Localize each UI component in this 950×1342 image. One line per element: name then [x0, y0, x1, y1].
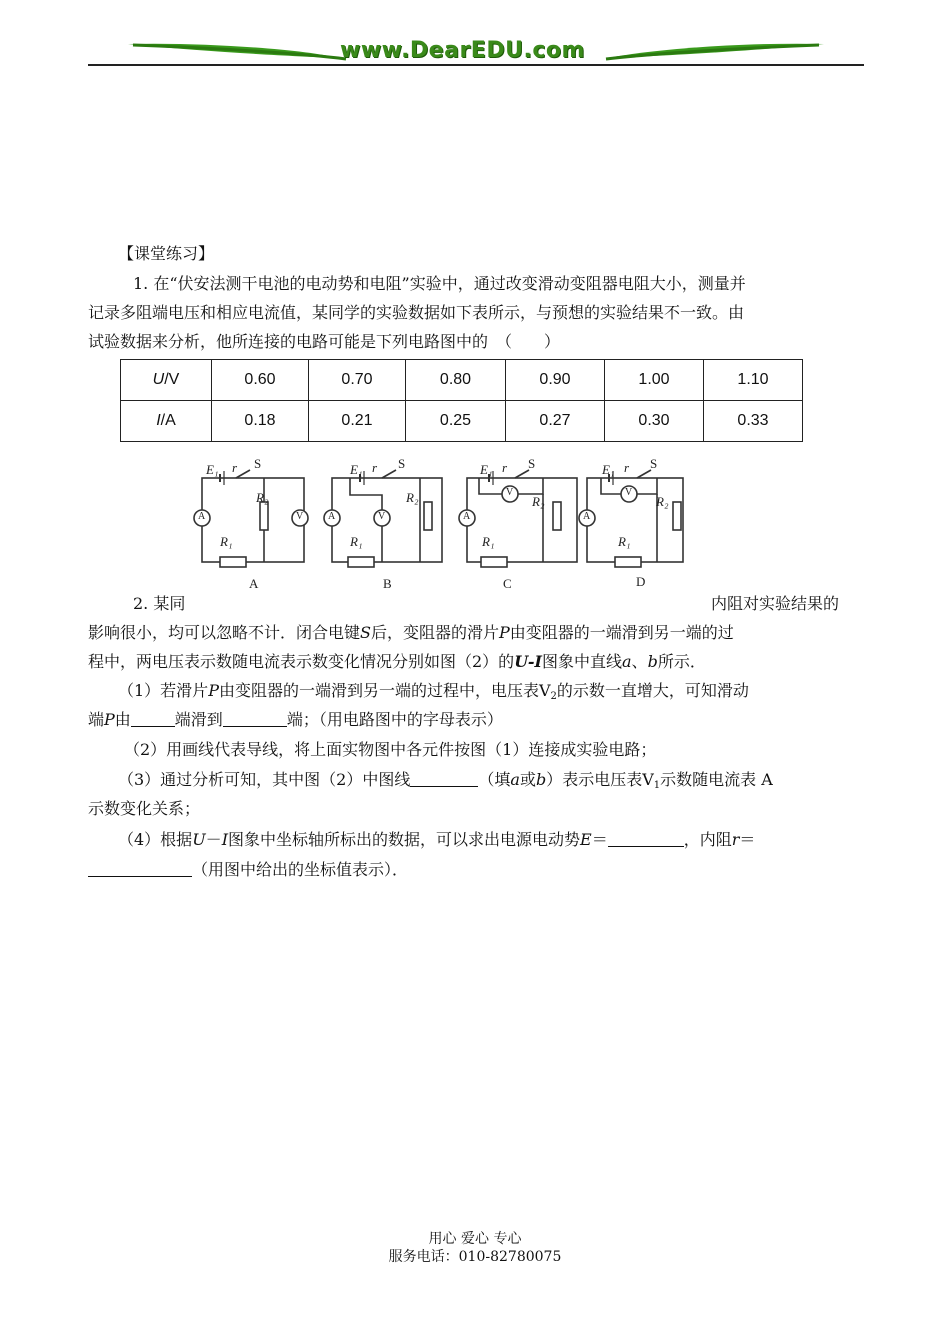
table-cell: 0.33: [704, 401, 803, 442]
site-logo-text[interactable]: www.DearEDU.com: [340, 38, 585, 63]
label-r: r: [624, 460, 630, 475]
answer-blank[interactable]: [88, 860, 192, 877]
table-header-current: I/A: [121, 401, 212, 442]
answer-blank[interactable]: [608, 830, 684, 847]
ammeter-icon: A: [583, 511, 591, 522]
table-cell: 0.21: [309, 401, 406, 442]
q2-sub1-line-1: （1）若滑片P由变阻器的一端滑到另一端的过程中，电压表$V_2$的示数一直增大，可知滑动: [118, 681, 749, 702]
q1-line-2: 记录多阻端电压和相应电流值，某同学的实验数据如下表所示，与预想的实验结果不一致。由: [88, 303, 745, 322]
label-r2: R₂: [406, 490, 419, 505]
q2-line-2: 影响很小，均可以忽略不计．闭合电键S后，变阻器的滑片P由变阻器的一端滑到另一端的过: [88, 623, 734, 642]
q2-line-3: 程中，两电压表示数随电流表示数变化情况分别如图（2）的U-I图象中直线a、b所示．: [88, 652, 706, 671]
q2-sub1-line-2: 端P由 端滑到 端；（用电路图中的字母表示）: [88, 710, 503, 729]
q2-sub3-line-2: 示数变化关系；: [88, 799, 201, 818]
q1-data-table: [120, 359, 803, 442]
circuit-label-b: B: [383, 576, 392, 591]
table-cell: 0.70: [309, 360, 406, 401]
label-s: S: [398, 456, 406, 471]
label-r1: R₁: [220, 534, 233, 549]
footer-slogan: 用心 爱心 专心: [428, 1231, 522, 1247]
header-rule: [88, 64, 864, 66]
label-r2: R₂: [532, 494, 545, 509]
voltmeter-icon: V: [625, 487, 633, 498]
voltmeter-icon: V: [296, 511, 304, 522]
label-s: S: [528, 456, 536, 471]
q2-sub4-line-1: （4）根据U－I图象中坐标轴所标出的数据，可以求出电源电动势E＝ ，内阻r＝: [118, 830, 756, 849]
table-cell: 0.90: [506, 360, 605, 401]
label-e1: E₁: [480, 462, 493, 477]
table-cell: 0.30: [605, 401, 704, 442]
label-s: S: [650, 456, 658, 471]
q2-sub3-line-1: （3）通过分析可知，其中图（2）中图线 （填a或b）表示电压表$V_1$示数随电流表 A: [118, 770, 773, 791]
table-row-voltage: [121, 360, 803, 401]
footer-phone: 服务电话：010-82780075: [388, 1249, 562, 1265]
answer-blank[interactable]: [223, 710, 287, 727]
table-cell: 0.18: [212, 401, 309, 442]
table-header-voltage: U/V: [121, 360, 212, 401]
table-cell: 0.25: [406, 401, 506, 442]
label-r: r: [372, 460, 378, 475]
circuit-labels-layer: [190, 450, 700, 610]
ammeter-icon: A: [198, 511, 206, 522]
label-r2: R₂: [256, 490, 269, 505]
q2-sub4-line-2: （用图中给出的坐标值表示）．: [88, 856, 408, 884]
circuit-label-c: C: [503, 576, 512, 591]
circuit-label-a: A: [249, 576, 259, 591]
ammeter-icon: A: [328, 511, 336, 522]
label-r: r: [502, 460, 508, 475]
answer-blank[interactable]: [131, 710, 175, 727]
label-r2: R₂: [656, 494, 669, 509]
table-cell: 0.27: [506, 401, 605, 442]
answer-blank[interactable]: [410, 770, 478, 787]
label-e1: E₁: [206, 462, 219, 477]
q1-line-3: 试验数据来分析，他所连接的电路可能是下列电路图中的 （ ）: [88, 332, 561, 351]
table-row-current: [121, 401, 803, 442]
voltmeter-icon: V: [378, 511, 386, 522]
label-e1: E₁: [602, 462, 615, 477]
label-r1: R₁: [482, 534, 495, 549]
circuit-label-d: D: [636, 574, 646, 589]
section-title: 【课堂练习】: [118, 244, 215, 263]
label-s: S: [254, 456, 262, 471]
q2-lead-left: 2. 某同: [133, 594, 186, 613]
q1-line-1: 1. 在“伏安法测干电池的电动势和电阻”实验中，通过改变滑动变阻器电阻大小，测量并: [133, 274, 746, 293]
q2-lead-right: 内阻对实验结果的: [711, 594, 840, 613]
label-r1: R₁: [350, 534, 363, 549]
table-cell: 0.60: [212, 360, 309, 401]
voltmeter-icon: V: [506, 487, 514, 498]
table-cell: 1.00: [605, 360, 704, 401]
q2-sub2: （2）用画线代表导线，将上面实物图中各元件按图（1）连接成实验电路；: [124, 740, 657, 759]
label-e1: E₁: [350, 462, 363, 477]
label-r1: R₁: [618, 534, 631, 549]
ammeter-icon: A: [463, 511, 471, 522]
table-cell: 1.10: [704, 360, 803, 401]
label-r: r: [232, 460, 238, 475]
table-cell: 0.80: [406, 360, 506, 401]
